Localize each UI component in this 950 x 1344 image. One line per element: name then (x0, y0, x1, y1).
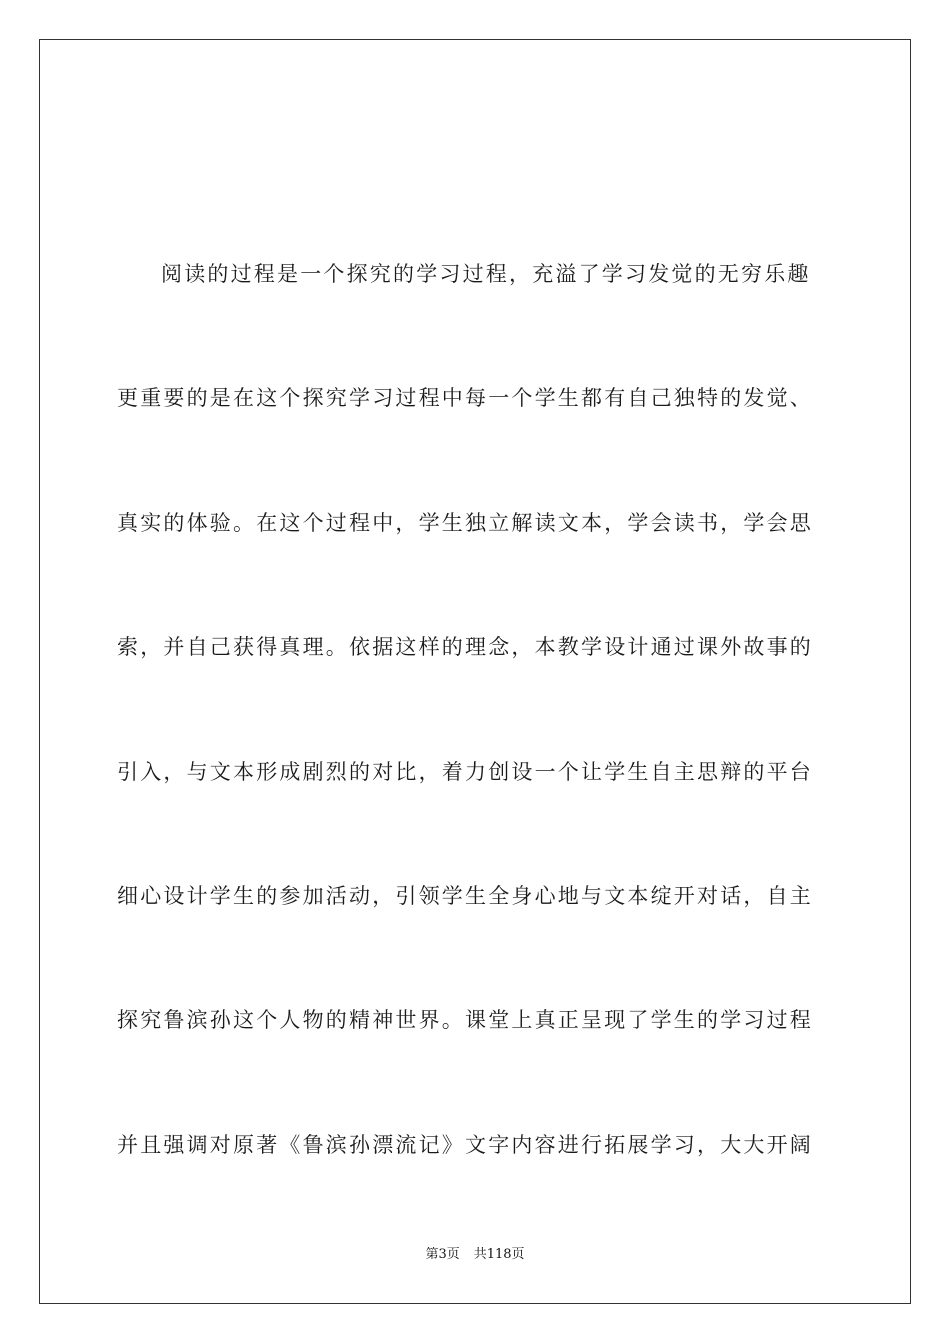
page-border (39, 39, 911, 1304)
paragraph-line-7: 探究鲁滨孙这个人物的精神世界。课堂上真正呈现了学生的学习过程 (117, 1008, 813, 1032)
paragraph-line-8: 并且强调对原著《鲁滨孙漂流记》文字内容进行拓展学习，大大开阔 (117, 1133, 813, 1157)
page-footer (0, 1246, 950, 1264)
paragraph-line-4: 索，并自己获得真理。依据这样的理念，本教学设计通过课外故事的 (117, 635, 813, 659)
paragraph-line-3: 真实的体验。在这个过程中，学生独立解读文本，学会读书，学会思 (117, 511, 813, 535)
page-number: 第3页 (425, 1247, 460, 1262)
paragraph-line-2: 更重要的是在这个探究学习过程中每一个学生都有自己独特的发觉、 (117, 386, 813, 410)
paragraph-line-6: 细心设计学生的参加活动，引领学生全身心地与文本绽开对话，自主 (117, 884, 813, 908)
page-total: 共118页 (473, 1247, 525, 1262)
paragraph-line-1: 阅读的过程是一个探究的学习过程，充溢了学习发觉的无穷乐趣 (161, 262, 811, 286)
paragraph-line-5: 引入，与文本形成剧烈的对比，着力创设一个让学生自主思辩的平台 (117, 760, 813, 784)
